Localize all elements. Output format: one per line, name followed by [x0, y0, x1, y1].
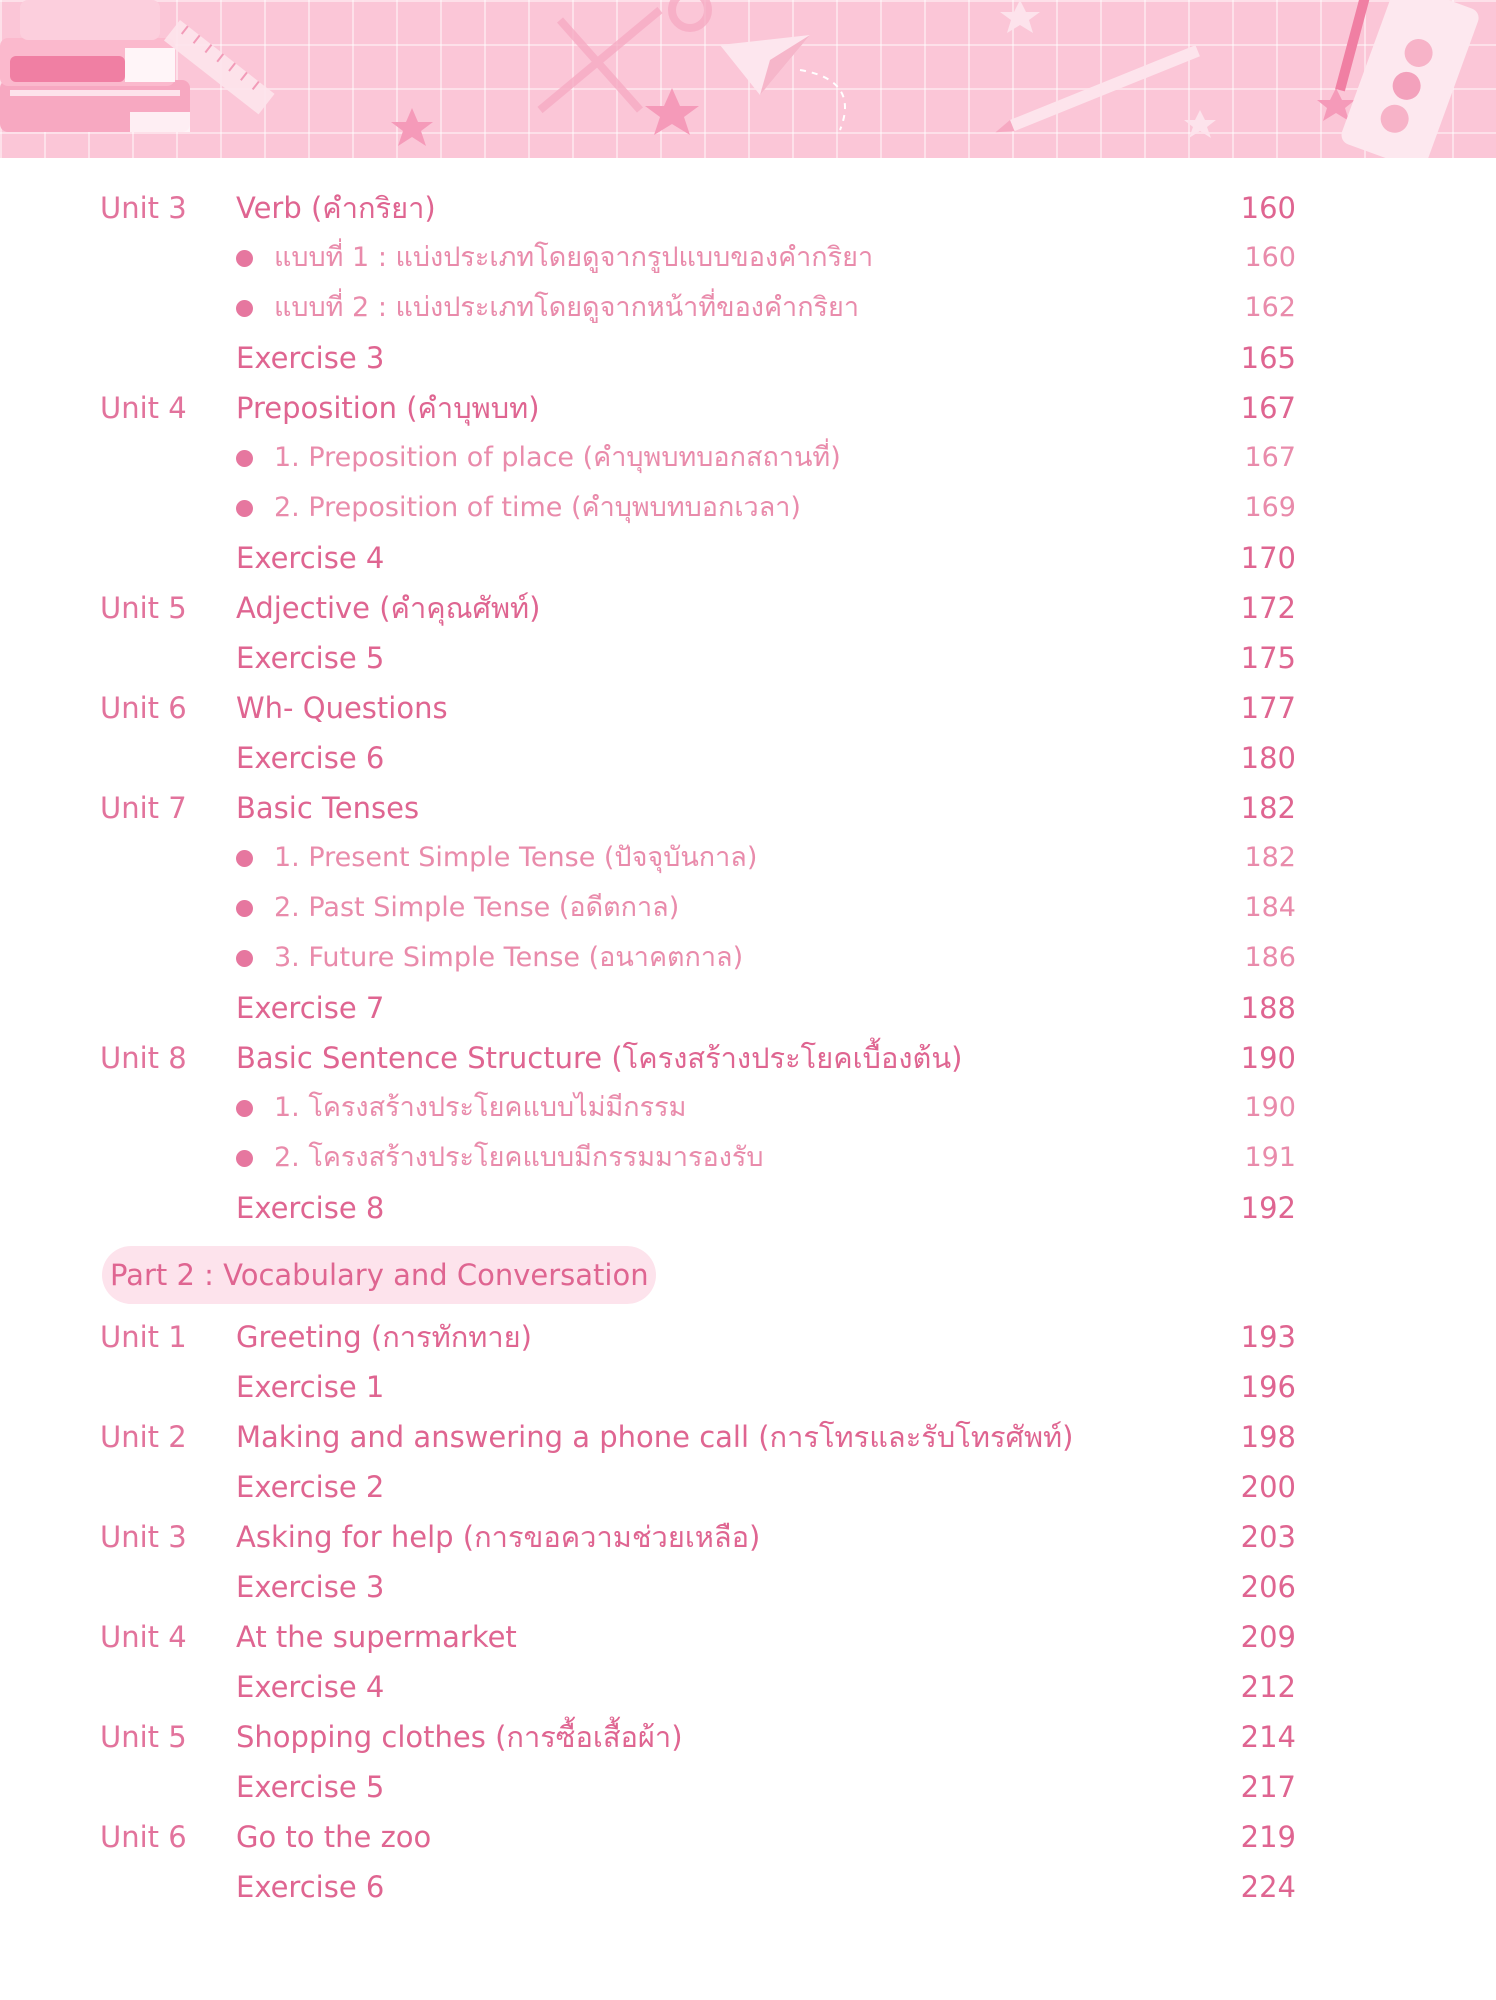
toc-entry-title: Basic Sentence Structure (โครงสร้างประโยคเบื้องต้น)	[236, 1041, 963, 1075]
toc-unit-label: Unit 3	[100, 191, 187, 225]
toc-entry-title: Wh- Questions	[236, 691, 448, 725]
toc-page-number: 182	[1244, 842, 1296, 873]
toc-unit-row[interactable]	[0, 1312, 1496, 1362]
toc-entry-title: Exercise 6	[236, 741, 385, 775]
toc-unit-label: Unit 1	[100, 1320, 187, 1354]
toc-page-number: 214	[1240, 1720, 1296, 1754]
toc-subtopic-row[interactable]	[0, 933, 1496, 983]
toc-page-number: 160	[1244, 242, 1296, 273]
toc-unit-row[interactable]	[0, 1412, 1496, 1462]
paper-plane-icon	[720, 35, 845, 130]
toc-page-number: 203	[1240, 1520, 1296, 1554]
toc-entry-title: แบบที่ 2 : แบ่งประเภทโดยดูจากหน้าที่ของคำกริยา	[274, 292, 860, 323]
toc-subtopic-row[interactable]	[0, 433, 1496, 483]
toc-unit-row[interactable]	[0, 1612, 1496, 1662]
toc-page-number: 217	[1240, 1770, 1296, 1804]
books-icon	[0, 0, 190, 132]
toc-unit-label: Unit 3	[100, 1520, 187, 1554]
toc-page-number: 169	[1244, 492, 1296, 523]
toc-page-number: 175	[1240, 641, 1296, 675]
toc-exercise-row[interactable]	[0, 1862, 1496, 1912]
toc-entry-title: Exercise 5	[236, 1770, 385, 1804]
toc-page-number: 224	[1240, 1870, 1296, 1904]
toc-entry-title: Shopping clothes (การซื้อเสื้อผ้า)	[236, 1720, 683, 1754]
bullet-icon	[236, 850, 253, 867]
toc-unit-row[interactable]	[0, 1033, 1496, 1083]
toc-subtopic-row[interactable]	[0, 1083, 1496, 1133]
toc-exercise-row[interactable]	[0, 1362, 1496, 1412]
bullet-icon	[236, 300, 253, 317]
toc-unit-label: Unit 6	[100, 691, 187, 725]
toc-page-number: 190	[1244, 1092, 1296, 1123]
toc-entry-title: 1. Present Simple Tense (ปัจจุบันกาล)	[274, 842, 758, 873]
toc-page-number: 190	[1240, 1041, 1296, 1075]
toc-exercise-row[interactable]	[0, 333, 1496, 383]
palette-icon	[1309, 0, 1481, 158]
toc-unit-row[interactable]	[0, 183, 1496, 233]
toc-subtopic-row[interactable]	[0, 483, 1496, 533]
toc-unit-label: Unit 8	[100, 1041, 187, 1075]
toc-entry-title: Exercise 4	[236, 541, 385, 575]
toc-page-number: 196	[1240, 1370, 1296, 1404]
toc-subtopic-row[interactable]	[0, 283, 1496, 333]
toc-entry-title: Asking for help (การขอความช่วยเหลือ)	[236, 1520, 761, 1554]
toc-page-number: 192	[1240, 1191, 1296, 1225]
toc-entry-title: 1. Preposition of place (คำบุพบทบอกสถานที่)	[274, 442, 841, 473]
toc-entry-title: 3. Future Simple Tense (อนาคตกาล)	[274, 942, 744, 973]
bullet-icon	[236, 500, 253, 517]
toc-unit-row[interactable]	[0, 1712, 1496, 1762]
toc-entry-title: Exercise 1	[236, 1370, 385, 1404]
toc-exercise-row[interactable]	[0, 1462, 1496, 1512]
toc-exercise-row[interactable]	[0, 533, 1496, 583]
toc-unit-label: Unit 5	[100, 591, 187, 625]
toc-exercise-row[interactable]	[0, 733, 1496, 783]
toc-page-number: 198	[1240, 1420, 1296, 1454]
toc-entry-title: 2. Past Simple Tense (อดีตกาล)	[274, 892, 680, 923]
toc-entry-title: Basic Tenses	[236, 791, 420, 825]
toc-page-number: 193	[1240, 1320, 1296, 1354]
toc-page-number: 167	[1240, 391, 1296, 425]
toc-page-number: 200	[1240, 1470, 1296, 1504]
toc-subtopic-row[interactable]	[0, 1133, 1496, 1183]
toc-page-number: 165	[1240, 341, 1296, 375]
toc-exercise-row[interactable]	[0, 1662, 1496, 1712]
toc-page-number: 177	[1240, 691, 1296, 725]
toc-subtopic-row[interactable]	[0, 833, 1496, 883]
toc-entry-title: แบบที่ 1 : แบ่งประเภทโดยดูจากรูปแบบของคำกริยา	[274, 242, 874, 273]
toc-entry-title: Greeting (การทักทาย)	[236, 1320, 532, 1354]
toc-page-number: 160	[1240, 191, 1296, 225]
toc-entry-title: Making and answering a phone call (การโทรและรับโทรศัพท์)	[236, 1420, 1074, 1454]
bullet-icon	[236, 950, 253, 967]
toc-page-number: 206	[1240, 1570, 1296, 1604]
bullet-icon	[236, 450, 253, 467]
part-2-heading: Part 2 : Vocabulary and Conversation	[110, 1258, 649, 1292]
toc-entry-title: Exercise 6	[236, 1870, 385, 1904]
toc-entry-title: Go to the zoo	[236, 1820, 432, 1854]
toc-page-number: 162	[1244, 292, 1296, 323]
toc-entry-title: 1. โครงสร้างประโยคแบบไม่มีกรรม	[274, 1092, 687, 1123]
toc-exercise-row[interactable]	[0, 633, 1496, 683]
toc-page-number: 209	[1240, 1620, 1296, 1654]
toc-unit-label: Unit 4	[100, 391, 187, 425]
toc-entry-title: 2. Preposition of time (คำบุพบทบอกเวลา)	[274, 492, 801, 523]
bullet-icon	[236, 1150, 253, 1167]
scissors-icon	[540, 0, 708, 110]
toc-page-number: 170	[1240, 541, 1296, 575]
toc-unit-row[interactable]	[0, 1812, 1496, 1862]
toc-page-number: 188	[1240, 991, 1296, 1025]
toc-page-number: 184	[1244, 892, 1296, 923]
toc-entry-title: Exercise 7	[236, 991, 385, 1025]
toc-page-number: 219	[1240, 1820, 1296, 1854]
toc-unit-label: Unit 5	[100, 1720, 187, 1754]
toc-unit-row[interactable]	[0, 583, 1496, 633]
toc-page-number: 191	[1244, 1142, 1296, 1173]
pencil-icon	[993, 45, 1200, 138]
toc-entry-title: Verb (คำกริยา)	[236, 191, 436, 225]
toc-subtopic-row[interactable]	[0, 883, 1496, 933]
toc-page-number: 186	[1244, 942, 1296, 973]
toc-entry-title: Exercise 2	[236, 1470, 385, 1504]
toc-page-number: 180	[1240, 741, 1296, 775]
toc-unit-label: Unit 2	[100, 1420, 187, 1454]
toc-entry-title: Exercise 3	[236, 1570, 385, 1604]
toc-page-number: 167	[1244, 442, 1296, 473]
toc-unit-row[interactable]	[0, 383, 1496, 433]
toc-unit-label: Unit 4	[100, 1620, 187, 1654]
toc-unit-row[interactable]	[0, 1512, 1496, 1562]
stationery-illustration	[0, 0, 1496, 158]
toc-unit-row[interactable]	[0, 683, 1496, 733]
toc-unit-label: Unit 7	[100, 791, 187, 825]
bullet-icon	[236, 250, 253, 267]
toc-page-number: 212	[1240, 1670, 1296, 1704]
toc-page-number: 182	[1240, 791, 1296, 825]
toc-entry-title: Exercise 3	[236, 341, 385, 375]
toc-exercise-row[interactable]	[0, 1183, 1496, 1233]
toc-unit-row[interactable]	[0, 783, 1496, 833]
toc-exercise-row[interactable]	[0, 1562, 1496, 1612]
toc-entry-title: Exercise 4	[236, 1670, 385, 1704]
toc-exercise-row[interactable]	[0, 1762, 1496, 1812]
toc-entry-title: Exercise 8	[236, 1191, 385, 1225]
toc-subtopic-row[interactable]	[0, 233, 1496, 283]
toc-entry-title: At the supermarket	[236, 1620, 517, 1654]
bullet-icon	[236, 1100, 253, 1117]
toc-entry-title: 2. โครงสร้างประโยคแบบมีกรรมมารองรับ	[274, 1142, 764, 1173]
toc-exercise-row[interactable]	[0, 983, 1496, 1033]
toc-entry-title: Exercise 5	[236, 641, 385, 675]
toc-page-number: 172	[1240, 591, 1296, 625]
header-banner	[0, 0, 1496, 158]
toc-entry-title: Preposition (คำบุพบท)	[236, 391, 540, 425]
toc-unit-label: Unit 6	[100, 1820, 187, 1854]
bullet-icon	[236, 900, 253, 917]
toc-entry-title: Adjective (คำคุณศัพท์)	[236, 591, 541, 625]
